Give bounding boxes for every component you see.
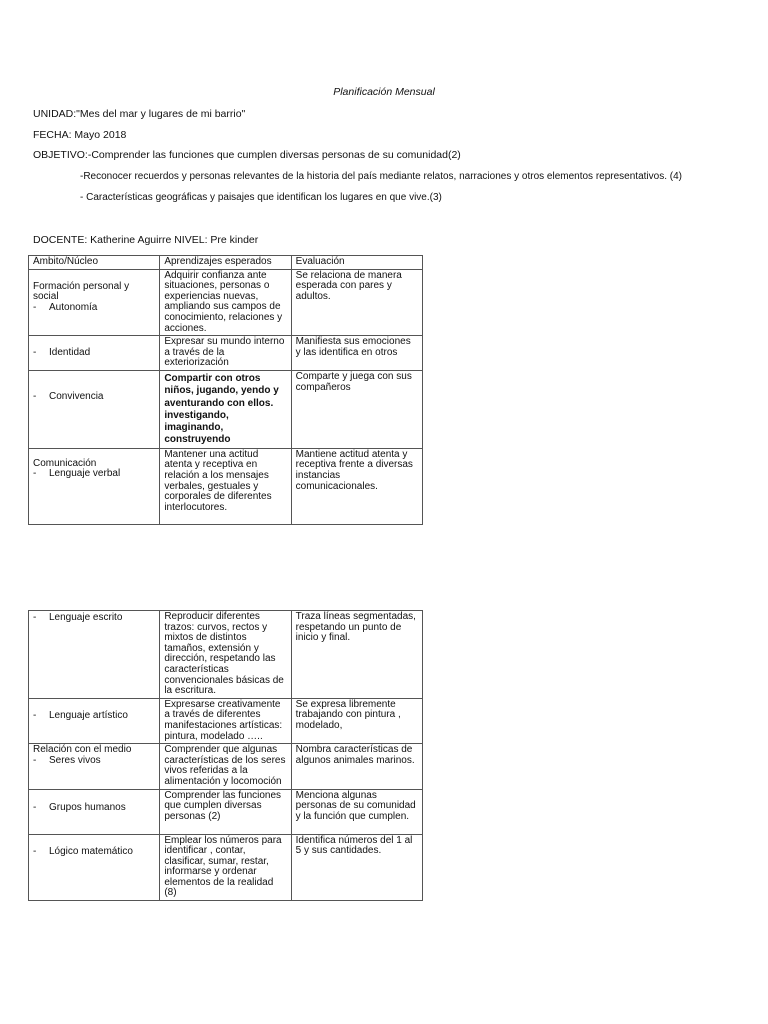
ambito-label: Formación personal y social bbox=[33, 280, 130, 303]
nucleo-text: Identidad bbox=[49, 347, 91, 359]
planning-table-1 bbox=[28, 255, 423, 525]
table-row bbox=[29, 698, 423, 743]
nucleo-label bbox=[33, 392, 155, 403]
fecha-line: FECHA: Mayo 2018 bbox=[33, 129, 127, 141]
evaluacion-cell: Nombra características de algunos animales marinos. bbox=[291, 744, 422, 789]
ambito-cell bbox=[29, 744, 160, 789]
ambito-label: Comunicación bbox=[33, 457, 97, 469]
header-aprendizajes: Aprendizajes esperados bbox=[160, 256, 291, 270]
table-row bbox=[29, 744, 423, 789]
objetivo-line-3: - Características geográficas y paisajes que identifican los lugares en que vive.(3) bbox=[80, 192, 442, 203]
nucleo-text: Autonomía bbox=[49, 301, 98, 313]
aprendizaje-cell: Compartir con otros niños, jugando, yendo y aventurando con ellos. investigando, imaginando, construyendo bbox=[160, 370, 291, 448]
nucleo-text: Convivencia bbox=[49, 390, 104, 402]
nucleo-label bbox=[33, 613, 155, 624]
aprendizaje-cell: Adquirir confianza ante situaciones, personas o experiencias nuevas, ampliando sus campos de conocimiento, relaciones y acciones. bbox=[160, 269, 291, 336]
nucleo-dash: - bbox=[33, 468, 37, 480]
docente-line: DOCENTE: Katherine Aguirre NIVEL: Pre kinder bbox=[33, 234, 259, 246]
objetivo-line: OBJETIVO:-Comprender las funciones que cumplen diversas personas de su comunidad(2) bbox=[33, 149, 461, 161]
evaluacion-cell: Se relaciona de manera esperada con pares y adultos. bbox=[291, 269, 422, 336]
nucleo-dash: - bbox=[33, 347, 37, 359]
ambito-label: Relación con el medio bbox=[33, 744, 132, 756]
table-row bbox=[29, 834, 423, 901]
aprendizaje-cell: Expresar su mundo interno a través de la exteriorización bbox=[160, 336, 291, 371]
ambito-cell bbox=[29, 370, 160, 448]
table-row bbox=[29, 269, 423, 336]
ambito-cell bbox=[29, 611, 160, 699]
ambito-cell bbox=[29, 336, 160, 371]
page-title bbox=[0, 86, 768, 98]
objetivo-line-2: -Reconocer recuerdos y personas relevantes de la historia del país mediante relatos, narraciones y otros elementos representativos. (4) bbox=[80, 171, 682, 182]
evaluacion-cell: Identifica números del 1 al 5 y sus cantidades. bbox=[291, 834, 422, 901]
nucleo-dash: - bbox=[33, 301, 37, 313]
aprendizaje-cell: Expresarse creativamente a través de diferentes manifestaciones artísticas: pintura, modelado ….. bbox=[160, 698, 291, 743]
nucleo-text: Grupos humanos bbox=[49, 801, 126, 813]
nucleo-dash: - bbox=[33, 845, 37, 857]
nucleo-text: Lógico matemático bbox=[49, 845, 133, 857]
evaluacion-cell: Traza líneas segmentadas, respetando un punto de inicio y final. bbox=[291, 611, 422, 699]
ambito-cell bbox=[29, 789, 160, 834]
nucleo-label bbox=[33, 847, 155, 858]
ambito-cell bbox=[29, 269, 160, 336]
nucleo-dash: - bbox=[33, 390, 37, 402]
nucleo-label bbox=[33, 803, 155, 814]
aprendizaje-cell: Reproducir diferentes trazos: curvos, rectos y mixtos de distintos tamaños, extensión y dirección, respetando las características convencionales básicas de la escritura. bbox=[160, 611, 291, 699]
nucleo-dash: - bbox=[33, 754, 37, 766]
aprendizaje-cell: Mantener una actitud atenta y receptiva en relación a los mensajes verbales, gestuales y corporales de diferentes interlocutores. bbox=[160, 448, 291, 524]
nucleo-label bbox=[33, 711, 155, 722]
nucleo-text: Seres vivos bbox=[49, 754, 101, 766]
aprendizaje-cell: Emplear los números para identificar , contar, clasificar, sumar, restar, informarse y ordenar elementos de la realidad (8) bbox=[160, 834, 291, 901]
aprendizaje-cell: Comprender las funciones que cumplen diversas personas (2) bbox=[160, 789, 291, 834]
ambito-cell bbox=[29, 698, 160, 743]
nucleo-text: Lenguaje artístico bbox=[49, 709, 128, 721]
evaluacion-cell: Menciona algunas personas de su comunidad y la función que cumplen. bbox=[291, 789, 422, 834]
header-evaluacion: Evaluación bbox=[291, 256, 422, 270]
evaluacion-cell: Manifiesta sus emociones y las identifica en otros bbox=[291, 336, 422, 371]
table-row bbox=[29, 370, 423, 448]
aprendizaje-cell: Comprender que algunas características de los seres vivos referidas a la alimentación y locomoción bbox=[160, 744, 291, 789]
planning-table-2 bbox=[28, 610, 423, 901]
table-row bbox=[29, 448, 423, 524]
nucleo-dash: - bbox=[33, 709, 37, 721]
table-header-row bbox=[29, 256, 423, 270]
table-row bbox=[29, 336, 423, 371]
ambito-cell bbox=[29, 448, 160, 524]
table-row bbox=[29, 611, 423, 699]
nucleo-dash: - bbox=[33, 801, 37, 813]
nucleo-label bbox=[33, 756, 155, 767]
evaluacion-cell: Se expresa libremente trabajando con pintura , modelado, bbox=[291, 698, 422, 743]
nucleo-dash: - bbox=[33, 612, 37, 623]
nucleo-label bbox=[33, 469, 155, 480]
nucleo-label bbox=[33, 348, 155, 359]
page-title-text: Planificación Mensual bbox=[333, 86, 435, 98]
ambito-cell bbox=[29, 834, 160, 901]
unidad-line: UNIDAD:"Mes del mar y lugares de mi barrio" bbox=[33, 108, 246, 120]
nucleo-label bbox=[33, 303, 155, 314]
evaluacion-cell: Comparte y juega con sus compañeros bbox=[291, 370, 422, 448]
table-row bbox=[29, 789, 423, 834]
header-ambito: Ámbito/Núcleo bbox=[29, 256, 160, 270]
nucleo-text: Lenguaje escrito bbox=[49, 612, 123, 623]
evaluacion-cell: Mantiene actitud atenta y receptiva frente a diversas instancias comunicacionales. bbox=[291, 448, 422, 524]
nucleo-text: Lenguaje verbal bbox=[49, 468, 121, 480]
